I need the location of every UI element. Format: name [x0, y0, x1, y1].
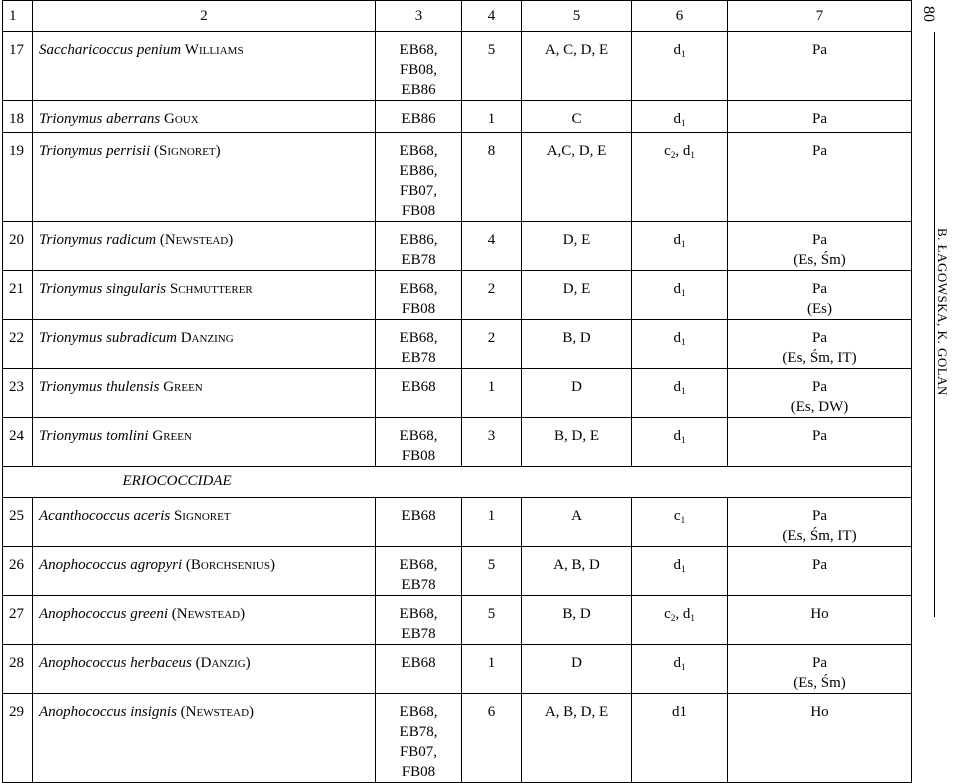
- species-binomial: Anophococcus greeni: [39, 606, 168, 622]
- col4-count: 1: [462, 369, 522, 418]
- species-author: (Borchsenius): [185, 557, 275, 573]
- col7-line: Pa: [812, 655, 827, 671]
- col4-count: 8: [462, 133, 522, 222]
- table-row: [3, 498, 912, 547]
- species-name: [33, 32, 376, 101]
- col3-line: EB68, FB08: [399, 281, 438, 317]
- col7-line: Pa: [812, 232, 827, 248]
- col4-count: 6: [462, 694, 522, 783]
- col6-category: [632, 418, 728, 467]
- table-row: [3, 645, 912, 694]
- col7-distribution: [728, 596, 912, 645]
- col5-letters: B, D, E: [522, 418, 632, 467]
- header-cell: 7: [728, 1, 912, 32]
- col7-line: Pa: [812, 111, 827, 127]
- species-binomial: Trionymus perrisii: [39, 143, 151, 159]
- species-author: Green: [152, 428, 192, 444]
- header-cell: 5: [522, 1, 632, 32]
- col3-line: EB86: [401, 111, 436, 127]
- species-binomial: Anophococcus insignis: [39, 704, 177, 720]
- col7-line: Pa: [812, 143, 827, 159]
- table-row: [3, 271, 912, 320]
- col7-distribution: [728, 645, 912, 694]
- species-author: Schmutterer: [169, 281, 253, 297]
- col6-sub: 1: [680, 515, 686, 525]
- species-author: (Newstead): [180, 704, 255, 720]
- col3-line: EB68, EB78: [399, 557, 438, 593]
- col6-category: [632, 101, 728, 133]
- species-author: Signoret: [173, 508, 231, 524]
- col6-sub: 1: [681, 288, 686, 298]
- species-name: [33, 596, 376, 645]
- col5-letters: D: [522, 645, 632, 694]
- col4-count: 2: [462, 271, 522, 320]
- col3-line: EB68, EB78: [399, 606, 438, 642]
- col3-codes: [376, 320, 462, 369]
- species-binomial: Trionymus singularis: [39, 281, 167, 297]
- col3-codes: [376, 101, 462, 133]
- col7-distribution: [728, 498, 912, 547]
- species-author: (Newstead): [171, 606, 246, 622]
- col6-category: $c_2$, $d_1$: [632, 133, 728, 222]
- col3-line: EB68, FB08: [399, 428, 438, 464]
- col7-line: Ho: [810, 704, 829, 720]
- col6-sub: 1: [681, 49, 686, 59]
- species-author: Williams: [184, 42, 244, 58]
- col3-codes: [376, 418, 462, 467]
- col6-main: d: [682, 606, 691, 622]
- col6-pre-sub: 2: [670, 613, 676, 623]
- table-row: [3, 694, 912, 783]
- col6-sub: 1: [690, 613, 695, 623]
- row-number: 23: [3, 369, 33, 418]
- col6-pre: c: [664, 143, 671, 159]
- species-author: Danzing: [180, 330, 234, 346]
- col6-main: d: [673, 428, 681, 444]
- col6-category: [632, 694, 728, 783]
- col5-letters: B, D: [522, 320, 632, 369]
- row-number: 17: [3, 32, 33, 101]
- col4-count: 5: [462, 32, 522, 101]
- header-cell: 6: [632, 1, 728, 32]
- table-row: [3, 101, 912, 133]
- table-row: [3, 418, 912, 467]
- col3-line: FB07, FB08: [399, 744, 438, 780]
- col6-sub: 1: [681, 662, 686, 672]
- col4-count: 3: [462, 418, 522, 467]
- species-name: [33, 694, 376, 783]
- col3-line: EB68: [401, 508, 436, 524]
- col7-line: Pa: [812, 379, 827, 395]
- col7-line: Pa: [812, 508, 827, 524]
- species-name: [33, 320, 376, 369]
- row-number: 21: [3, 271, 33, 320]
- table-row: [3, 596, 912, 645]
- col7-distribution: [728, 547, 912, 596]
- row-number: 20: [3, 222, 33, 271]
- col3-codes: [376, 369, 462, 418]
- col5-letters: D: [522, 369, 632, 418]
- running-head: B. ŁAGOWSKA, K. GOLAN: [935, 228, 950, 396]
- col3-codes: [376, 222, 462, 271]
- col5-letters: A: [522, 498, 632, 547]
- col6-main: d: [673, 281, 681, 297]
- col6-category: $c_2$, $d_1$: [632, 596, 728, 645]
- species-binomial: Trionymus radicum: [39, 232, 157, 248]
- col3-codes: [376, 271, 462, 320]
- col6-main: d: [673, 655, 681, 671]
- col6-text: d1: [672, 704, 687, 720]
- col7-line: (Es, Śm): [793, 252, 846, 268]
- col3-line: EB68: [401, 379, 436, 395]
- col7-distribution: [728, 369, 912, 418]
- col5-letters: B, D: [522, 596, 632, 645]
- col7-line: (Es, Śm, IT): [782, 528, 857, 544]
- col6-pre: c: [664, 606, 671, 622]
- col7-distribution: [728, 133, 912, 222]
- col6-main: d: [673, 330, 681, 346]
- col6-sub: 1: [681, 239, 686, 249]
- col7-distribution: [728, 694, 912, 783]
- col3-line: EB86, EB78: [399, 232, 438, 268]
- table-row: [3, 133, 912, 222]
- col7-line: (Es, Śm, IT): [782, 350, 857, 366]
- species-name: [33, 547, 376, 596]
- col6-main: d: [682, 143, 691, 159]
- header-row: [3, 1, 912, 32]
- col5-letters: A, C, D, E: [522, 32, 632, 101]
- col4-count: 5: [462, 547, 522, 596]
- col6-sub: 1: [681, 386, 686, 396]
- header-cell: 3: [376, 1, 462, 32]
- col3-codes: [376, 133, 462, 222]
- species-binomial: Acanthococcus aceris: [39, 508, 171, 524]
- header-cell: 2: [33, 1, 376, 32]
- row-number: 28: [3, 645, 33, 694]
- species-name: [33, 222, 376, 271]
- row-number: 19: [3, 133, 33, 222]
- col6-sub: 1: [681, 435, 686, 445]
- family-row: [3, 467, 912, 498]
- col5-letters: A,C, D, E: [522, 133, 632, 222]
- col4-count: 1: [462, 498, 522, 547]
- col4-count: 1: [462, 101, 522, 133]
- col5-letters: A, B, D, E: [522, 694, 632, 783]
- col4-count: 1: [462, 645, 522, 694]
- col3-line: EB68, EB86,: [399, 143, 438, 179]
- col6-main: c: [673, 508, 681, 524]
- col7-line: (Es): [807, 301, 832, 317]
- col3-codes: [376, 498, 462, 547]
- table-row: [3, 547, 912, 596]
- col7-line: Pa: [812, 428, 827, 444]
- species-author: Goux: [164, 111, 199, 127]
- col6-main: d: [673, 379, 681, 395]
- header-cell: 4: [462, 1, 522, 32]
- col6-category: [632, 320, 728, 369]
- table-row: [3, 320, 912, 369]
- species-author: Green: [163, 379, 203, 395]
- col6-category: [632, 222, 728, 271]
- col6-main: d: [673, 557, 681, 573]
- col4-count: 4: [462, 222, 522, 271]
- col6-sub: 1: [681, 118, 686, 128]
- species-binomial: Trionymus aberrans: [39, 111, 161, 127]
- col3-line: EB68, FB08,: [399, 42, 438, 78]
- family-heading: ERIOCOCCIDAE: [33, 467, 912, 498]
- col7-line: Pa: [812, 330, 827, 346]
- species-name: [33, 101, 376, 133]
- col5-letters: C: [522, 101, 632, 133]
- col6-category: [632, 547, 728, 596]
- species-name: [33, 645, 376, 694]
- col6-pre-sub: 2: [670, 150, 676, 160]
- species-name: [33, 369, 376, 418]
- col4-count: 2: [462, 320, 522, 369]
- col7-line: Pa: [812, 42, 827, 58]
- col7-distribution: [728, 222, 912, 271]
- col6-category: [632, 498, 728, 547]
- species-name: [33, 418, 376, 467]
- col4-count: 5: [462, 596, 522, 645]
- col5-letters: D, E: [522, 271, 632, 320]
- col3-codes: [376, 596, 462, 645]
- row-number: 24: [3, 418, 33, 467]
- table-row: [3, 32, 912, 101]
- col3-line: EB68, EB78,: [399, 704, 438, 740]
- row-number: 22: [3, 320, 33, 369]
- col6-sub: 1: [681, 564, 686, 574]
- family-cell-blank: [3, 467, 33, 498]
- col7-distribution: [728, 271, 912, 320]
- species-binomial: Trionymus thulensis: [39, 379, 160, 395]
- row-number: 26: [3, 547, 33, 596]
- col6-sub: 1: [681, 337, 686, 347]
- species-name: [33, 498, 376, 547]
- row-number: 29: [3, 694, 33, 783]
- species-author: (Signoret): [154, 143, 221, 159]
- col7-distribution: [728, 320, 912, 369]
- col7-line: Pa: [812, 557, 827, 573]
- col3-codes: [376, 547, 462, 596]
- page-number: 80: [920, 6, 937, 22]
- col6-sub: 1: [690, 150, 695, 160]
- col6-main: d: [673, 111, 681, 127]
- col3-line: EB68, EB78: [399, 330, 438, 366]
- species-name: [33, 133, 376, 222]
- table-row: [3, 222, 912, 271]
- col6-category: [632, 369, 728, 418]
- col7-distribution: [728, 418, 912, 467]
- row-number: 18: [3, 101, 33, 133]
- species-binomial: Anophococcus agropyri: [39, 557, 183, 573]
- col7-line: (Es, DW): [790, 399, 849, 415]
- col5-letters: D, E: [522, 222, 632, 271]
- col7-distribution: [728, 101, 912, 133]
- col3-codes: [376, 694, 462, 783]
- row-number: 25: [3, 498, 33, 547]
- col6-category: [632, 645, 728, 694]
- col3-line: FB07, FB08: [399, 183, 438, 219]
- species-binomial: Trionymus subradicum: [39, 330, 177, 346]
- col5-letters: A, B, D: [522, 547, 632, 596]
- species-author: (Newstead): [159, 232, 234, 248]
- col3-codes: [376, 32, 462, 101]
- col7-line: (Es, Śm): [793, 675, 846, 691]
- species-table: [2, 0, 912, 783]
- col3-line: EB68: [401, 655, 436, 671]
- col6-category: [632, 32, 728, 101]
- species-binomial: Trionymus tomlini: [39, 428, 149, 444]
- col6-category: [632, 271, 728, 320]
- col7-line: Ho: [810, 606, 829, 622]
- species-binomial: Anophococcus herbaceus: [39, 655, 192, 671]
- header-cell: 1: [3, 1, 33, 32]
- col3-line: EB86: [401, 82, 436, 98]
- col7-distribution: [728, 32, 912, 101]
- col6-main: d: [673, 42, 681, 58]
- row-number: 27: [3, 596, 33, 645]
- col6-main: d: [673, 232, 681, 248]
- col3-codes: [376, 645, 462, 694]
- species-name: [33, 271, 376, 320]
- table-row: [3, 369, 912, 418]
- col7-line: Pa: [812, 281, 827, 297]
- species-binomial: Saccharicoccus penium: [39, 42, 182, 58]
- species-author: (Danzig): [195, 655, 251, 671]
